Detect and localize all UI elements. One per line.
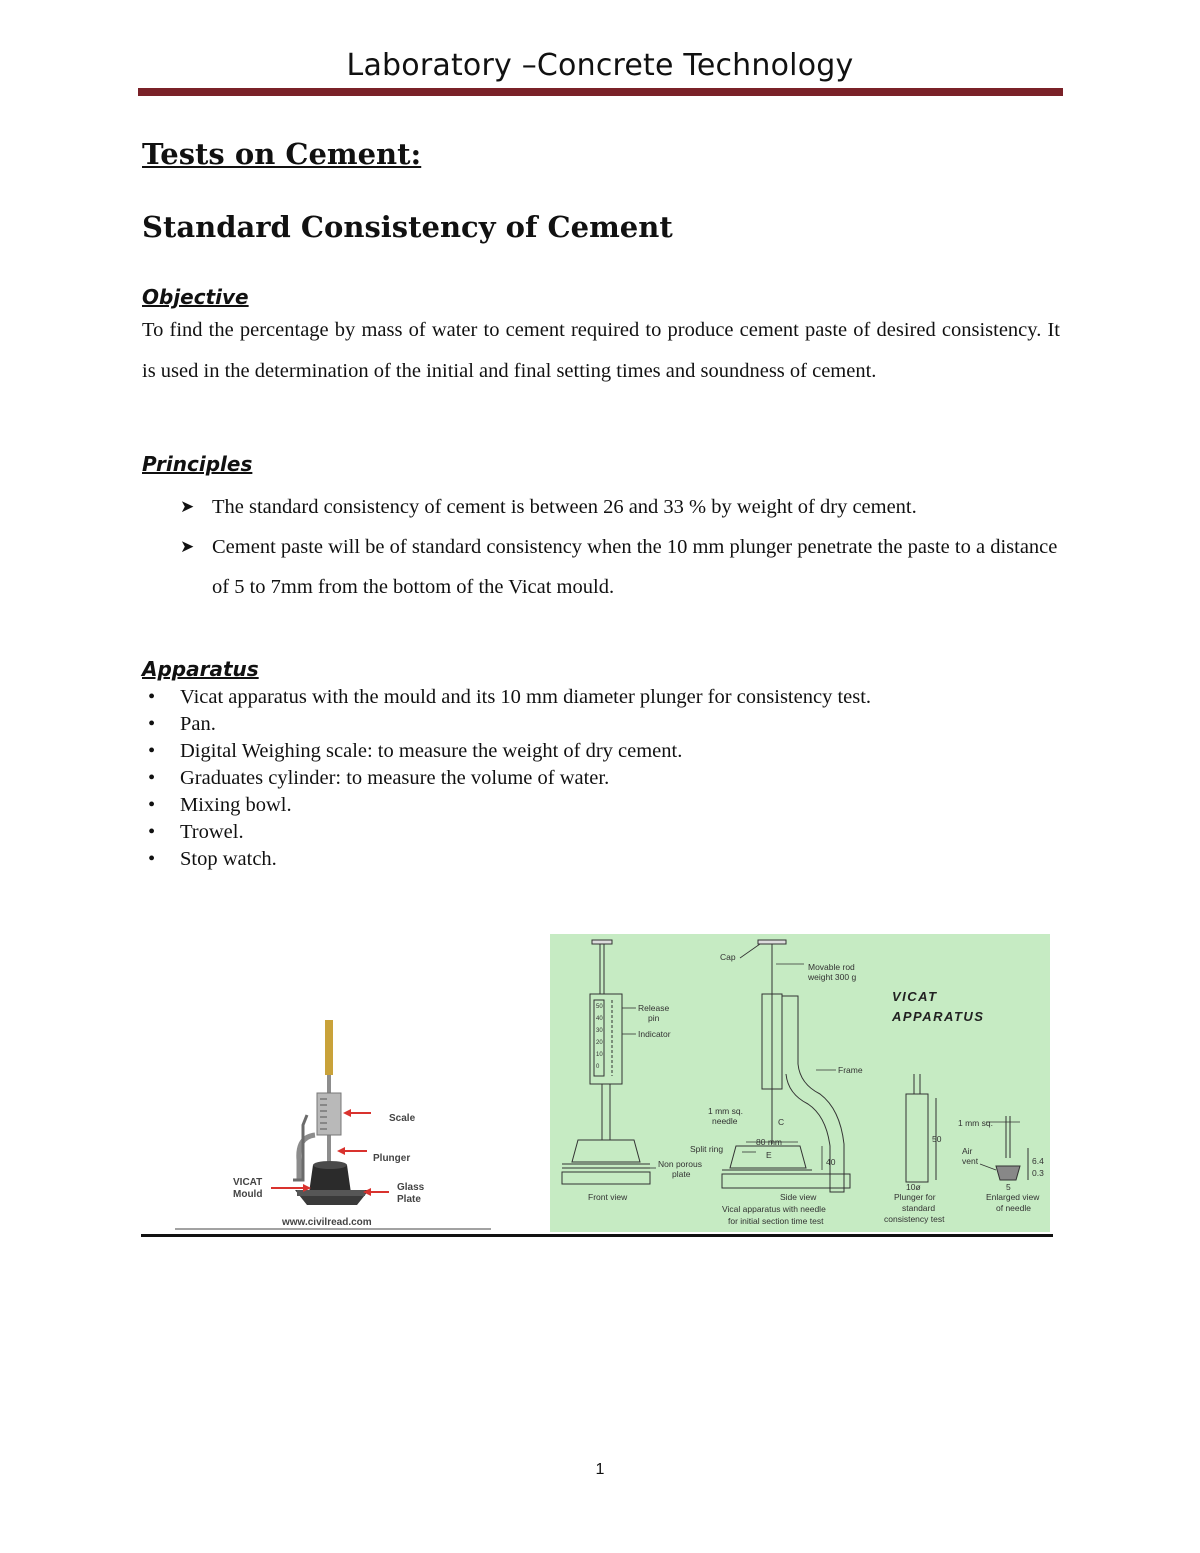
bullet-icon: • <box>148 740 156 762</box>
objective-text: To find the percentage by mass of water to cement required to produce cement paste of desired consistency. It is used in the determination of the initial and final setting times and soundness of cement. <box>142 319 1060 382</box>
label-glass: Glass <box>397 1182 425 1193</box>
scale-tick: 30 <box>596 1028 603 1034</box>
needle-base <box>996 1166 1020 1180</box>
label-air: Air <box>962 1146 973 1156</box>
apparatus-list <box>142 684 1060 873</box>
bullet-icon: • <box>148 794 156 816</box>
label-movable-rod: Movable rod <box>808 962 855 972</box>
apparatus-item <box>142 711 1060 738</box>
label-vent: vent <box>962 1156 979 1166</box>
diagram-title-1: VICAT <box>892 989 938 1004</box>
glass-plate-shape <box>297 1190 365 1196</box>
principles-title: Principles <box>142 452 253 476</box>
apparatus-item <box>142 846 1060 873</box>
apparatus-item <box>142 738 1060 765</box>
diagram-title-2: APPARATUS <box>892 1009 985 1024</box>
scale-tick: 50 <box>596 1004 603 1010</box>
label-needle-sq: 1 mm sq. <box>958 1118 993 1128</box>
arrow-head-icon <box>343 1109 351 1117</box>
page-number: 1 <box>595 1461 605 1478</box>
label-release: Release <box>638 1003 670 1013</box>
mould-top <box>313 1161 347 1169</box>
objective-title: Objective <box>142 285 249 309</box>
label-80mm: 80 mm <box>756 1137 782 1147</box>
label-enlarged-2: of needle <box>996 1203 1031 1213</box>
label-side-view-3: for initial section time test <box>728 1216 824 1226</box>
principles-item <box>180 487 1060 527</box>
apparatus-item <box>142 765 1060 792</box>
principles-item <box>180 527 1060 607</box>
label-vicat: VICAT <box>233 1177 263 1188</box>
figure-bottom-rule <box>141 1234 1053 1237</box>
bullet-icon: • <box>148 848 156 870</box>
label-e: E <box>766 1150 772 1160</box>
apparatus-item-text: Graduates cylinder: to measure the volume of water. <box>180 767 610 789</box>
label-split-ring: Split ring <box>690 1144 724 1154</box>
label-front-view: Front view <box>588 1192 628 1202</box>
front-cap <box>592 940 612 944</box>
principles-list <box>180 487 1060 607</box>
arrow-head-icon <box>337 1147 345 1155</box>
label-5: 5 <box>1006 1182 1011 1192</box>
vicat-apparatus-photo <box>175 1005 493 1230</box>
label-indicator: Indicator <box>638 1029 671 1039</box>
label-side-view: Side view <box>780 1192 817 1202</box>
label-rod-weight: weight 300 g <box>808 972 857 982</box>
principles-item-text: The standard consistency of cement is between 26 and 33 % by weight of dry cement. <box>212 496 917 518</box>
bullet-icon: • <box>148 713 156 735</box>
label-50: 50 <box>932 1134 942 1144</box>
label-plunger-3: consistency test <box>884 1214 945 1224</box>
page-header-title: Laboratory –Concrete Technology <box>346 48 854 83</box>
arrow-bullet-icon: ➤ <box>180 537 195 557</box>
vicat-mould-shape <box>309 1165 351 1193</box>
label-mould: Mould <box>233 1189 263 1200</box>
header-rule <box>138 88 1063 96</box>
label-needle-1: 1 mm sq. <box>708 1106 743 1116</box>
arrow-bullet-icon: ➤ <box>180 497 195 517</box>
label-needle-2: needle <box>712 1116 738 1126</box>
apparatus-item <box>142 684 1060 711</box>
label-6-4: 6.4 <box>1032 1156 1044 1166</box>
apparatus-item-text: Digital Weighing scale: to measure the weight of dry cement. <box>180 740 683 762</box>
label-plunger: Plunger <box>373 1153 411 1164</box>
apparatus-item <box>142 819 1060 846</box>
label-plate: Plate <box>397 1194 421 1205</box>
label-pin: pin <box>648 1013 660 1023</box>
label-non-porous: Non porous <box>658 1159 702 1169</box>
label-scale: Scale <box>389 1113 416 1124</box>
apparatus-item-text: Pan. <box>180 713 216 735</box>
label-plunger-2: standard <box>902 1203 936 1213</box>
section-subheading: Standard Consistency of Cement <box>142 210 673 244</box>
apparatus-item <box>142 792 1060 819</box>
apparatus-item-text: Vicat apparatus with the mould and its 10 mm diameter plunger for consistency test. <box>180 686 872 708</box>
side-cap <box>758 940 786 944</box>
label-side-view-2: Vical apparatus with needle <box>722 1204 826 1214</box>
principles-item-text: Cement paste will be of standard consistency when the 10 mm plunger penetrate the paste to a distance of 5 to 7mm from the bottom of the Vicat mould. <box>212 536 1058 598</box>
scale-tick: 10 <box>596 1052 603 1058</box>
bullet-icon: • <box>148 821 156 843</box>
apparatus-item-text: Trowel. <box>180 821 244 843</box>
figure-credit: www.civilread.com <box>282 1217 372 1228</box>
apparatus-item-text: Mixing bowl. <box>180 794 292 816</box>
label-enlarged-1: Enlarged view <box>986 1192 1040 1202</box>
diagram-background <box>550 934 1050 1232</box>
label-frame: Frame <box>838 1065 863 1075</box>
plunger-rod-top <box>325 1020 333 1075</box>
apparatus-title: Apparatus <box>142 657 259 681</box>
section-heading: Tests on Cement: <box>142 137 422 171</box>
scale-tick: 0 <box>596 1064 600 1070</box>
label-40: 40 <box>826 1157 836 1167</box>
bullet-icon: • <box>148 767 156 789</box>
scale-tick: 20 <box>596 1040 603 1046</box>
label-cap: Cap <box>720 952 736 962</box>
label-plate: plate <box>672 1169 691 1179</box>
label-10dia: 10ø <box>906 1182 921 1192</box>
bullet-icon: • <box>148 686 156 708</box>
label-plunger-1: Plunger for <box>894 1192 936 1202</box>
label-c: C <box>778 1117 785 1127</box>
label-0-3: 0.3 <box>1032 1168 1044 1178</box>
scale-tick: 40 <box>596 1016 603 1022</box>
apparatus-item-text: Stop watch. <box>180 848 277 870</box>
vicat-apparatus-diagram <box>550 934 1050 1232</box>
